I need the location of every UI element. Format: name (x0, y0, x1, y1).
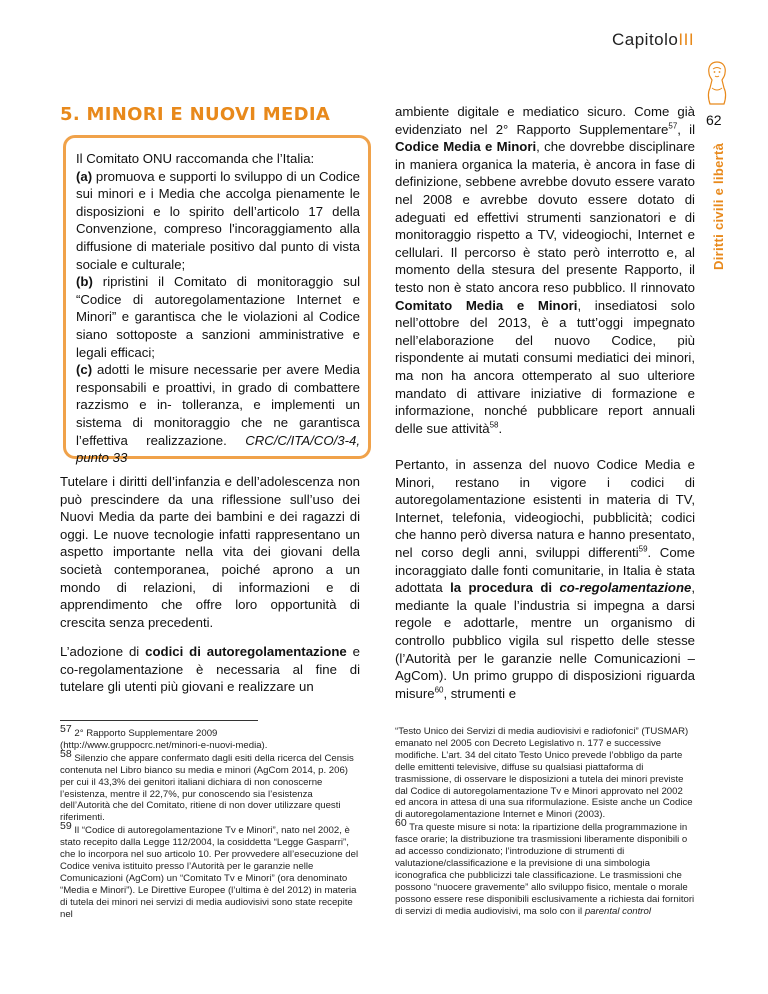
recommendation-text (76, 150, 360, 467)
right-paragraph-2: Pertanto, in assenza del nuovo Codice Media e Minori, restano in vigore i codici di autoregolamentazione esistenti in materia di TV, Internet, telefonia, videogiochi, pubblicità; codici che hanno però diversa natura e hanno presentato, nel corso degli anni, sviluppi differenti$^{59}$. Come incoraggiato dalle fonti comunitarie, in Italia è stata adottata la procedura di co-regolamentazione, mediante la quale l’industria si impegna a darsi regole e adottarle, mentre un organismo di controllo pubblico vigila sul rispetto delle stesse (l’Autorità per le garanzie nelle Comunicazioni – AgCom). Un primo gruppo di disposizioni riguarda misure$^{60}$, strumenti e (395, 457, 696, 701)
footnote-58: $^{58}$ Silenzio che appare confermato dagli esiti della ricerca del Censis contenuta nel Libro bianco su media e minori (AgCom 2014, p. 206) per cui il 43,3% dei genitori italiani dichiara di non conoscerne l’esistenza, mentre il 22,7%, pur conoscendo sia l’esistenza dell’Autorità che del Comitato, ritiene di non dover utilizzare questi riferimenti. (60, 747, 354, 824)
footnote-59-continued: “Testo Unico dei Servizi di media audiovisivi e radiofonici” (TUSMAR) emanato nel 2005 con Decreto Legislativo n. 177 e successive modifiche. L’art. 34 del citato Testo Unico prevede l’obbligo da parte delle emittenti televisive, diffuse su qualsiasi piattaforma di trasmissione, di osservare le disposizioni a tutela dei minori previste dal Codice di autoregolamentazione Tv e Minori approvato nel 2002 ed ancora in attesa di una sua riformulazione. Esiste anche un Codice di autoregolamentazione Internet e Minori (2003). (395, 726, 693, 821)
side-section-label: Diritti civili e libertà (711, 142, 726, 270)
footnotes-right (395, 726, 695, 919)
portrait-figure-icon (700, 58, 734, 110)
recommendation-reference: CRC/C/ITA/CO/3-4, punto 33 (76, 432, 360, 466)
recommendation-a: (a) promuova e supporti lo sviluppo di un Codice sui minori e i Media che accolga pienamente le disposizioni e lo spirito dell’articolo 17 della Convenzione, compreso l'incoraggiamento alla diffusione di materiale positivo dal punto di vista sociale e culturale; (76, 168, 360, 272)
page-number: 62 (706, 112, 722, 128)
footnote-60: $^{60}$ Tra queste misure si nota: la ripartizione della programmazione in fasce orarie; la distribuzione tra trasmissioni liberamente disponibili o ad accesso condizionato; l’introduzione di strumenti di valutazione/classificazione e la previsione di una simbologia iconografica che pubblicizzi tale classificazione. Le trasmissioni che possono “nuocere gravemente” allo sviluppo fisico, mentale o morale possono essere rese disponibili esclusivamente a richiesta dai fornitori di servizi di media audiovisivi, ma solo con il parental control (395, 817, 695, 917)
footnotes-left (60, 722, 360, 922)
recommendation-b: (b) ripristini il Comitato di monitoraggio sul “Codice di autoregolamentazione Internet e Minori” e garantisca che le violazioni al Codice siano sottoposte a sanzioni amministrative e legali efficaci; (76, 274, 360, 360)
chapter-header: CapitoloIII (612, 30, 695, 49)
right-paragraph-1: ambiente digitale e mediatico sicuro. Come già evidenziato nel 2° Rapporto Supplementare$^{57}$, il Codice Media e Minori, che dovrebbe disciplinare in maniera organica la materia, è ancora in fase di definizione, sebbene avrebbe dovuto essere varato nel 2008 e avrebbe dovuto essere dotato di adeguati ed effettivi strumenti sanzionatori e di monitoraggio rispetto a TV, videogiochi, Internet e cellulari. Il percorso è stato però interrotto e, al momento della stesura del presente Rapporto, il testo non è stato ancora reso pubblico. Il rinnovato Comitato Media e Minori, insediatosi solo nell’ottobre del 2013, è a tutt’oggi impegnato nell’elaborazione del nuovo Codice, più rispondente ai mutati consumi mediatici dei minori, ma non ha ancora ottemperato al suo ulteriore mandato di attivare iniziative di formazione e informazione, nonché pubblicare report annuali delle sue attività$^{58}$. (395, 104, 695, 436)
footnote-59: $^{59}$ Il “Codice di autoregolamentazione Tv e Minori”, nato nel 2002, è stato recepito dalla Legge 112/2004, la cosiddetta “Legge Gasparri”, che lo incorpora nel suo articolo 10. Per provvedere all’esecuzione del Codice veniva istituito presso l’Autorità per le garanzie nelle Comunicazioni (AgCom) un “Comitato Tv e Minori” (ora denominato “Media e Minori”). Le Direttive Europee (l’ultima è del 2012) in materia di tutela dei minori nei servizi di media audiovisivi sono state recepite nel (60, 820, 359, 920)
footnote-57: $^{57}$ 2° Rapporto Supplementare 2009 (http://www.gruppocrc.net/minori-e-nuovi-media). (60, 722, 268, 751)
left-paragraph-2: L’adozione di codici di autoregolamentazione e co-regolamentazione è necessaria al fine di tutelare gli utenti più giovani e realizzare un (60, 644, 360, 695)
recommendation-c: (c) adotti le misure necessarie per avere Media responsabili e proattivi, in grado di combattere razzismo e in- tolleranza, e implementi un sistema di monitoraggio che ne garantisca l’effettiva realizzazione. CRC/C/ITA/CO/3-4, punto 33 (76, 362, 360, 466)
left-paragraph-1: Tutelare i diritti dell’infanzia e dell’adolescenza non può prescindere da una riflessione sull’uso dei Nuovi Media da parte dei bambini e dei ragazzi di oggi. Le nuove tecnologie infatti rappresentano un aspetto importante nella vita dei giovani della società contemporanea, poiché aprono a un mondo di relazioni, di informazioni e di apprendimento che offre loro opportunità di crescita senza precedenti. (60, 474, 360, 630)
recommendation-intro: Il Comitato ONU raccomanda che l’Italia: (76, 151, 315, 166)
footnote-separator (60, 720, 258, 721)
section-title: 5. MINORI E NUOVI MEDIA (60, 104, 331, 125)
